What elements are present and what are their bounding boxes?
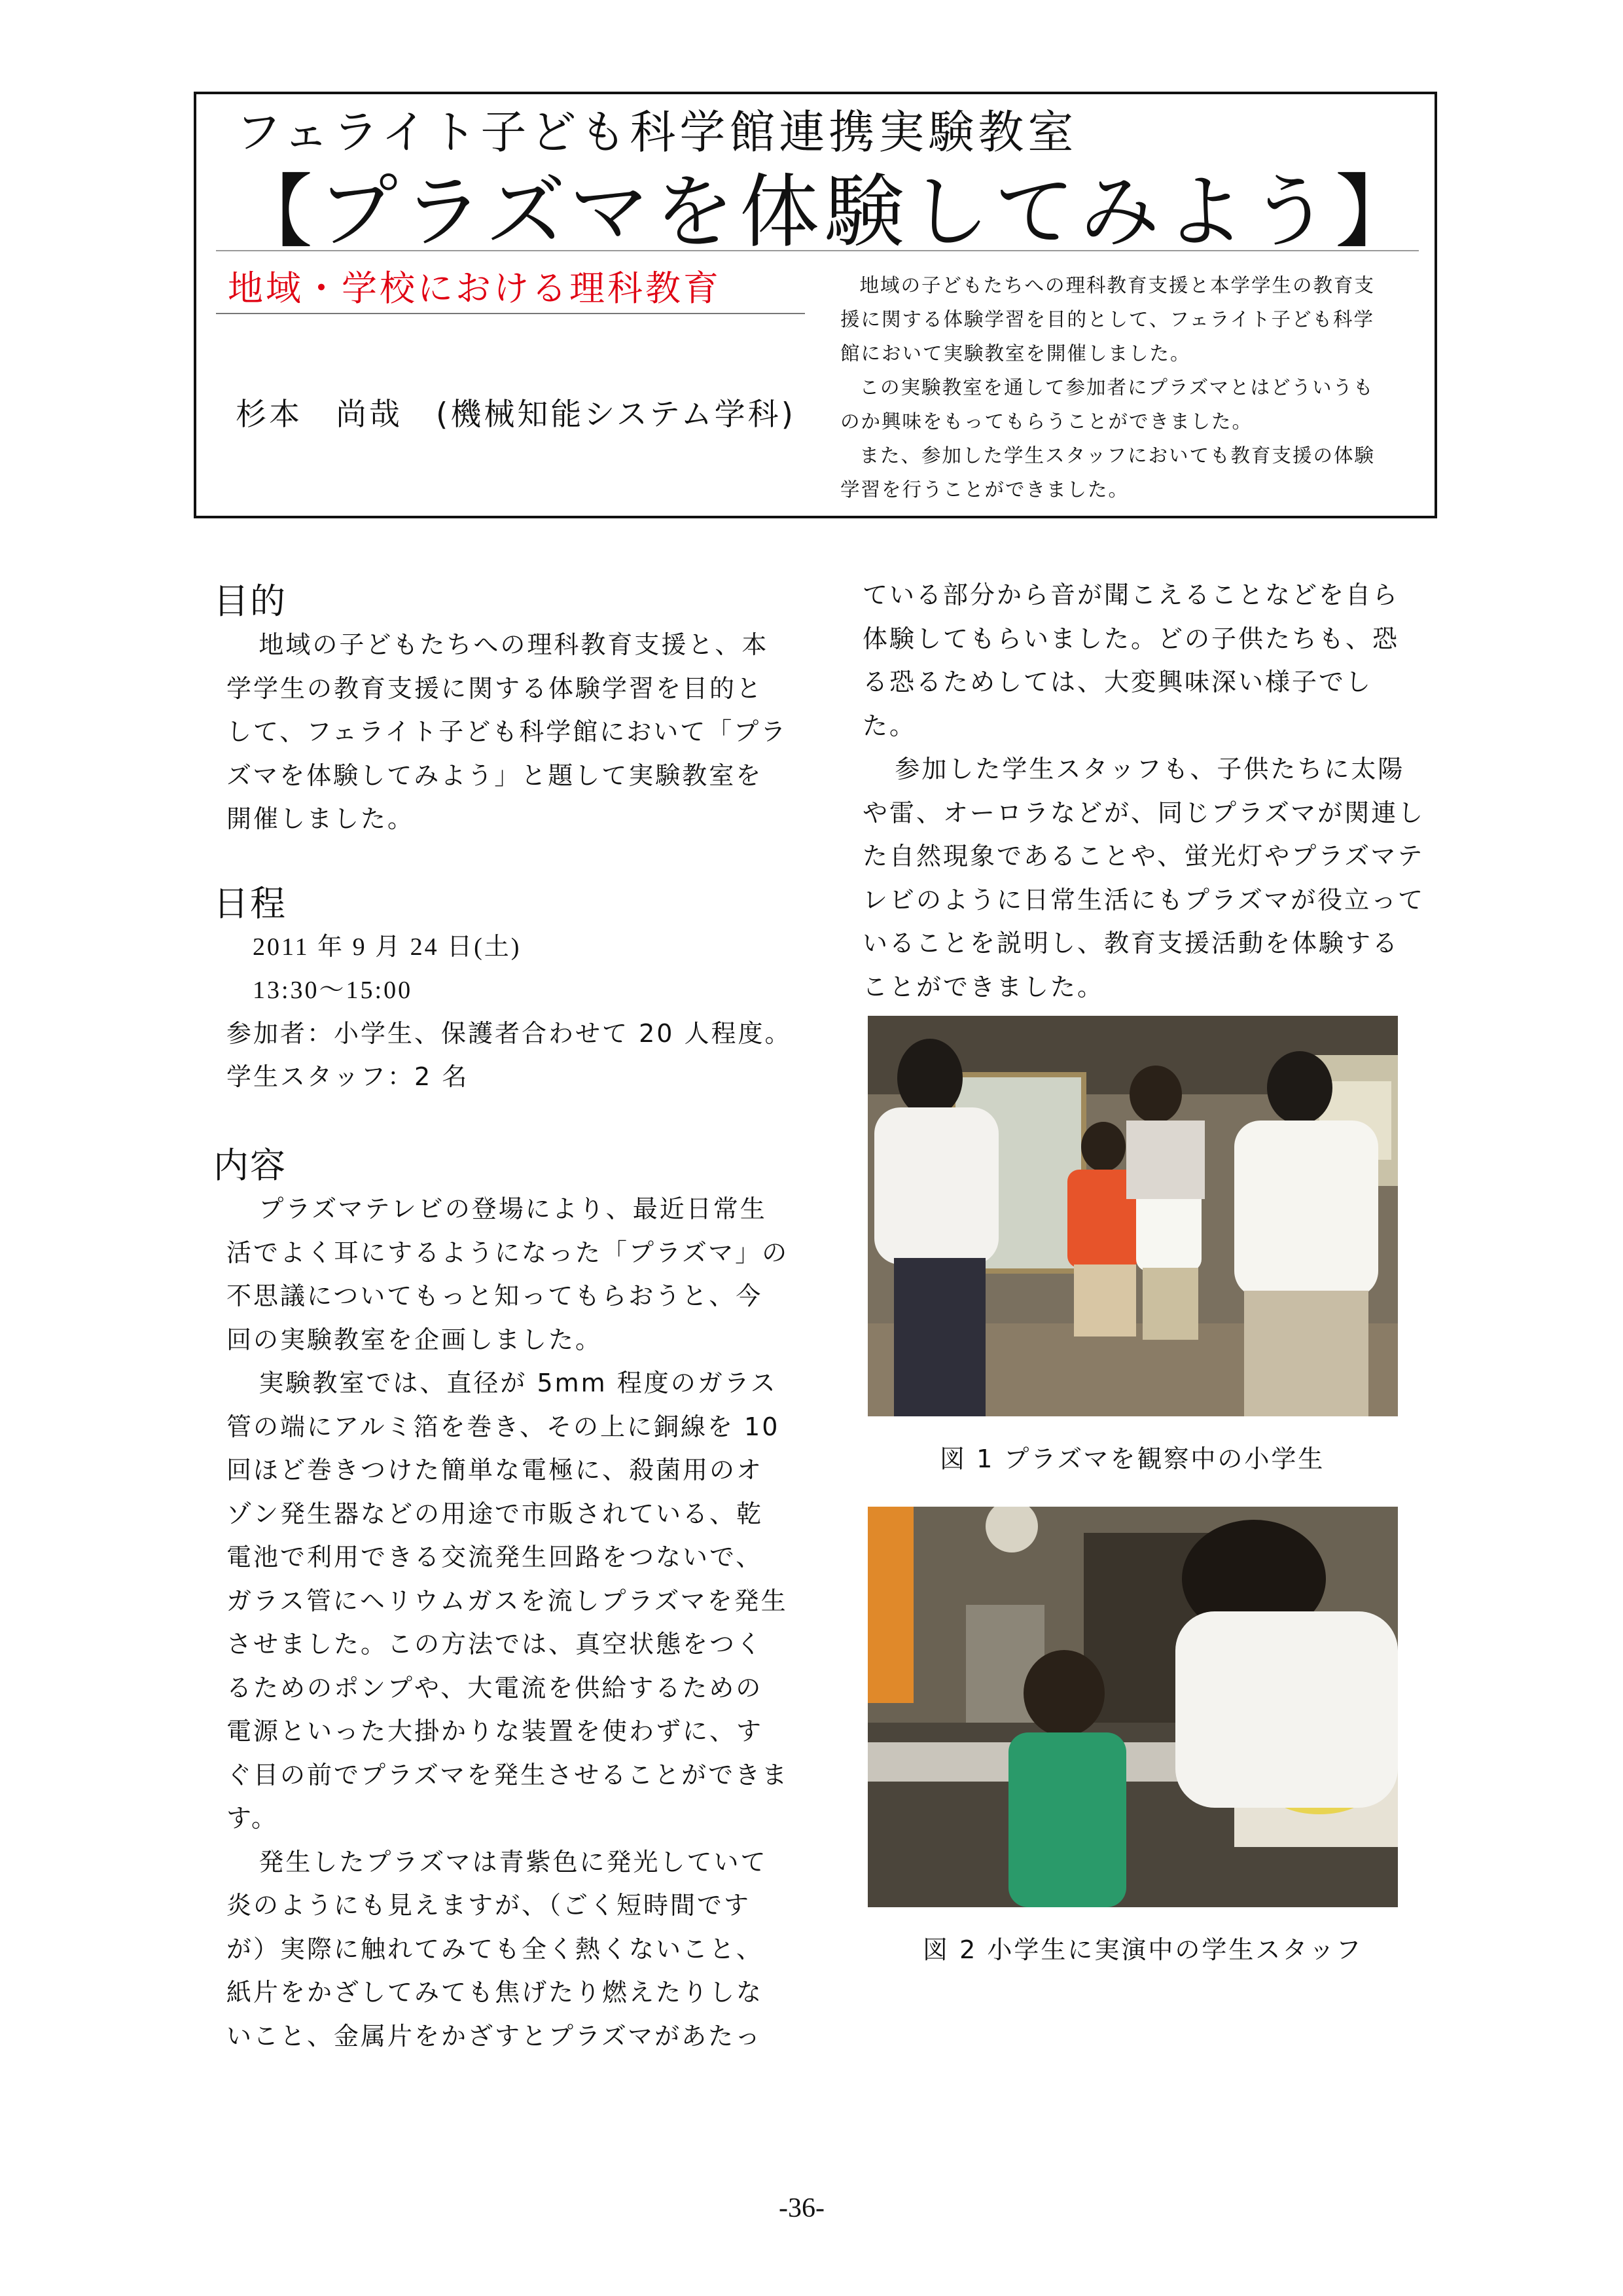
content-heading: 内容 [213,1145,287,1186]
purpose-text: 地域の子どもたちへの理科教育支援と、本学学生の教育支援に関する体験学習を目的として、フェライト子ども科学館において「プラズマを体験してみよう」と題して実験教室を開催しました。 [226,630,788,833]
category-divider [216,313,805,314]
main-title: 【プラズマを体験してみよう】 [233,166,1420,259]
figure-1-photo [868,1016,1398,1416]
content-continued [863,573,1425,1009]
abstract-paragraph: 地域の子どもたちへの理科教育支援と本学学生の教育支援に関する体験学習を目的として、フェライト子ども科学館において実験教室を開催しました。 [840,274,1376,365]
figure-2-caption: 図 2 小学生に実演中の学生スタッフ [923,1935,1363,1964]
schedule-date: 2011 年 9 月 24 日(土) [253,933,522,961]
schedule-heading: 日程 [213,883,287,924]
content-paragraph: プラズマテレビの登場により、最近日常生活でよく耳にするようになった「プラズマ」の不思議についてもっと知ってもらおうと、今回の実験教室を企画しました。 [226,1194,789,1354]
series-title: フェライト子ども科学館連携実験教室 [236,105,1078,159]
figure-2-photo [868,1507,1398,1907]
abstract-paragraph: また、参加した学生スタッフにおいても教育支援の体験学習を行うことができました。 [840,444,1376,501]
schedule-participants: 参加者：小学生、保護者合わせて 20 人程度。 [226,1019,792,1048]
page-number: -36- [779,2193,825,2223]
content-paragraph: 発生したプラズマは青紫色に発光していて炎のようにも見えますが、（ごく短時間ですが）実際に触れてみても全く熱くないこと、紙片をかざしてみても焦げたり燃えたりしないこと、金属片をかざすとプラズマがあたっ [226,1847,768,2051]
figure-1-caption: 図 1 プラズマを観察中の小学生 [940,1444,1325,1473]
schedule-time: 13:30〜15:00 [253,977,413,1004]
content-paragraph: ている部分から音が聞こえることなどを自ら体験してもらいました。どの子供たちも、恐る恐るためしては、大変興味深い様子でした。 [863,581,1400,740]
category-label: 地域・学校における理科教育 [228,268,721,309]
abstract [840,268,1390,507]
abstract-paragraph: この実験教室を通して参加者にプラズマとはどういうものか興味をもってもらうことができました。 [840,376,1374,433]
content-paragraph: 参加した学生スタッフも、子供たちに太陽や雷、オーロラなどが、同じプラズマが関連した自然現象であることや、蛍光灯やプラズマテレビのように日常生活にもプラズマが役立っていることを説明し、教育支援活動を体験することができました。 [863,755,1425,1001]
author: 杉本 尚哉 (機械知能システム学科) [236,397,796,433]
content-body [226,1187,789,2058]
content-paragraph: 実験教室では、直径が 5mm 程度のガラス管の端にアルミ箔を巻き、その上に銅線を 10 回ほど巻きつけた簡単な電極に、殺菌用のオゾン発生器などの用途で市販されている、乾電池で利用できる交流発生回路をつないで、ガラス管にヘリウムガスを流しプラズマを発生させました。この方法では、真空状態をつくるためのポンプや、大電流を供給するための電源といった大掛かりな装置を使わずに、すぐ目の前でプラズマを発生させることができます。 [226,1369,789,1833]
title-divider [216,250,1419,251]
purpose-heading: 目的 [213,581,287,622]
schedule-staff: 学生スタッフ：2 名 [226,1062,469,1091]
